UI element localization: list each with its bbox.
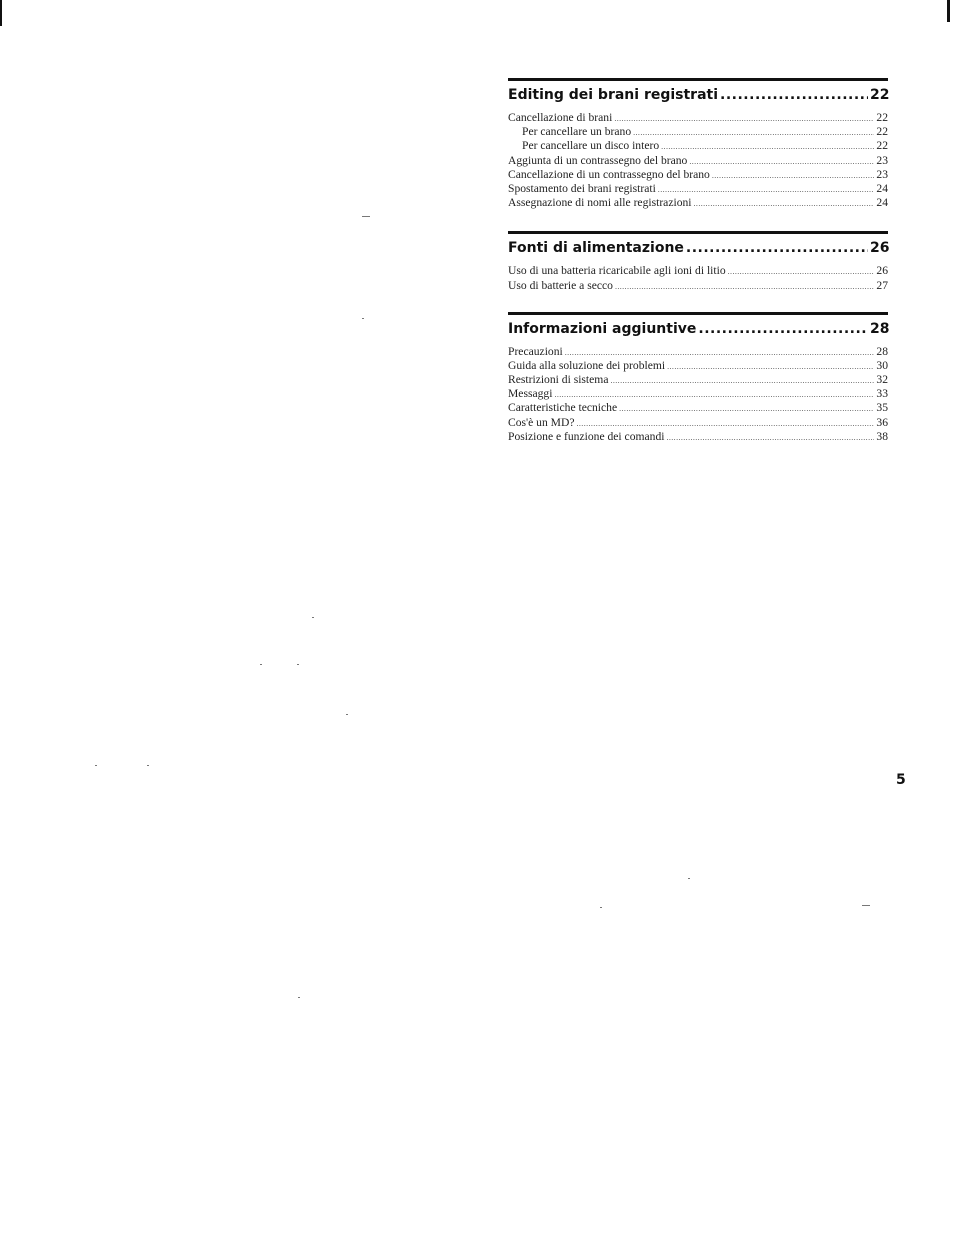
dot-leader bbox=[728, 265, 874, 279]
section-rule bbox=[508, 312, 888, 315]
dot-leader bbox=[712, 169, 874, 183]
toc-entry-label: Uso di una batteria ricaricabile agli ioni di litio bbox=[508, 264, 726, 278]
table-of-contents bbox=[508, 78, 888, 444]
toc-entry[interactable] bbox=[508, 154, 888, 168]
section-title: Informazioni aggiuntive bbox=[508, 320, 697, 337]
dot-leader bbox=[698, 319, 868, 340]
toc-entry[interactable] bbox=[508, 139, 888, 153]
scan-speck bbox=[600, 907, 602, 908]
dot-leader bbox=[633, 126, 874, 140]
toc-entry[interactable] bbox=[508, 401, 888, 415]
toc-entry[interactable] bbox=[508, 279, 888, 293]
section-rule bbox=[508, 231, 888, 234]
dot-leader bbox=[658, 183, 874, 197]
toc-entry-page-number: 23 bbox=[876, 167, 888, 181]
dot-leader bbox=[694, 197, 874, 211]
toc-entry[interactable] bbox=[508, 345, 888, 359]
toc-entry[interactable] bbox=[508, 196, 888, 210]
scan-speck bbox=[260, 664, 262, 665]
scan-speck bbox=[147, 765, 149, 766]
scan-speck bbox=[362, 318, 364, 319]
section-title: Fonti di alimentazione bbox=[508, 240, 684, 257]
toc-entry-label: Restrizioni di sistema bbox=[508, 373, 609, 387]
toc-entry[interactable] bbox=[508, 168, 888, 182]
toc-entry-page-number: 30 bbox=[876, 358, 888, 372]
toc-entry-page-number: 38 bbox=[876, 429, 888, 443]
scan-speck bbox=[688, 878, 690, 879]
toc-entry-label: Cos'è un MD? bbox=[508, 415, 575, 429]
scan-speck bbox=[298, 997, 300, 998]
toc-entry[interactable] bbox=[508, 387, 888, 401]
toc-entry-label: Posizione e funzione dei comandi bbox=[508, 429, 665, 443]
toc-entry-page-number: 22 bbox=[876, 111, 888, 124]
toc-entry-label: Caratteristiche tecniche bbox=[508, 401, 618, 415]
toc-entry[interactable] bbox=[508, 430, 888, 444]
dot-leader bbox=[666, 431, 874, 445]
section-page-number: 22 bbox=[870, 87, 890, 103]
toc-section-heading[interactable] bbox=[508, 85, 888, 106]
scan-speck bbox=[297, 664, 299, 665]
section-page-number: 26 bbox=[870, 240, 890, 257]
toc-entry-page-number: 24 bbox=[876, 181, 888, 195]
toc-entry[interactable] bbox=[508, 182, 888, 196]
dot-leader bbox=[661, 140, 874, 154]
toc-entry-page-number: 22 bbox=[876, 125, 888, 139]
toc-entry-label: Per cancellare un disco intero bbox=[522, 139, 660, 153]
dot-leader bbox=[689, 155, 874, 169]
dot-leader bbox=[720, 85, 868, 106]
toc-entry-label: Assegnazione di nomi alle registrazioni bbox=[508, 196, 692, 210]
toc-entry-label: Cancellazione di brani bbox=[508, 111, 613, 124]
toc-entry-label: Precauzioni bbox=[508, 344, 563, 358]
toc-entry-page-number: 27 bbox=[876, 278, 888, 292]
dot-leader bbox=[614, 112, 874, 126]
page-number: 5 bbox=[896, 772, 906, 788]
toc-entry-list bbox=[508, 264, 888, 292]
dot-leader bbox=[619, 402, 874, 416]
toc-section-heading[interactable] bbox=[508, 319, 888, 340]
toc-entry-page-number: 22 bbox=[876, 139, 888, 153]
toc-entry-page-number: 26 bbox=[876, 264, 888, 278]
scan-edge-mark-left bbox=[0, 0, 2, 26]
section-rule bbox=[508, 78, 888, 81]
toc-entry[interactable] bbox=[508, 416, 888, 430]
toc-entry-page-number: 23 bbox=[876, 153, 888, 167]
dot-leader bbox=[686, 238, 868, 259]
toc-section-alimentazione bbox=[508, 231, 888, 292]
toc-entry-label: Guida alla soluzione dei problemi bbox=[508, 358, 666, 372]
section-title: Editing dei brani registrati bbox=[508, 87, 719, 103]
toc-section-heading[interactable] bbox=[508, 238, 888, 259]
toc-entry-list bbox=[508, 345, 888, 444]
toc-entry[interactable] bbox=[508, 125, 888, 139]
toc-entry-page-number: 35 bbox=[876, 401, 888, 415]
dot-leader bbox=[554, 388, 874, 402]
scan-speck bbox=[362, 216, 370, 217]
toc-entry-page-number: 32 bbox=[876, 373, 888, 387]
dot-leader bbox=[565, 346, 874, 360]
scan-edge-mark-right bbox=[947, 0, 950, 22]
toc-entry[interactable] bbox=[508, 264, 888, 278]
toc-section-informazioni bbox=[508, 312, 888, 444]
dot-leader bbox=[610, 374, 874, 388]
toc-entry-list bbox=[508, 111, 888, 210]
section-page-number: 28 bbox=[870, 320, 890, 337]
toc-entry-page-number: 28 bbox=[876, 344, 888, 358]
toc-entry-page-number: 33 bbox=[876, 387, 888, 401]
scan-speck bbox=[346, 714, 348, 715]
dot-leader bbox=[615, 280, 874, 294]
toc-entry-label: Spostamento dei brani registrati bbox=[508, 181, 656, 195]
scan-speck bbox=[312, 617, 314, 618]
scan-speck bbox=[862, 905, 870, 906]
toc-entry[interactable] bbox=[508, 373, 888, 387]
toc-entry-label: Uso di batterie a secco bbox=[508, 278, 613, 292]
toc-entry[interactable] bbox=[508, 359, 888, 373]
toc-entry-page-number: 24 bbox=[876, 196, 888, 210]
dot-leader bbox=[577, 417, 875, 431]
dot-leader bbox=[667, 360, 874, 374]
toc-entry-label: Aggiunta di un contrassegno del brano bbox=[508, 153, 688, 167]
toc-entry-label: Messaggi bbox=[508, 387, 553, 401]
toc-entry-page-number: 36 bbox=[876, 415, 888, 429]
toc-entry-label: Per cancellare un brano bbox=[522, 125, 632, 139]
toc-section-editing bbox=[508, 78, 888, 210]
toc-entry[interactable] bbox=[508, 111, 888, 125]
scan-speck bbox=[95, 765, 97, 766]
toc-entry-label: Cancellazione di un contrassegno del brano bbox=[508, 167, 710, 181]
